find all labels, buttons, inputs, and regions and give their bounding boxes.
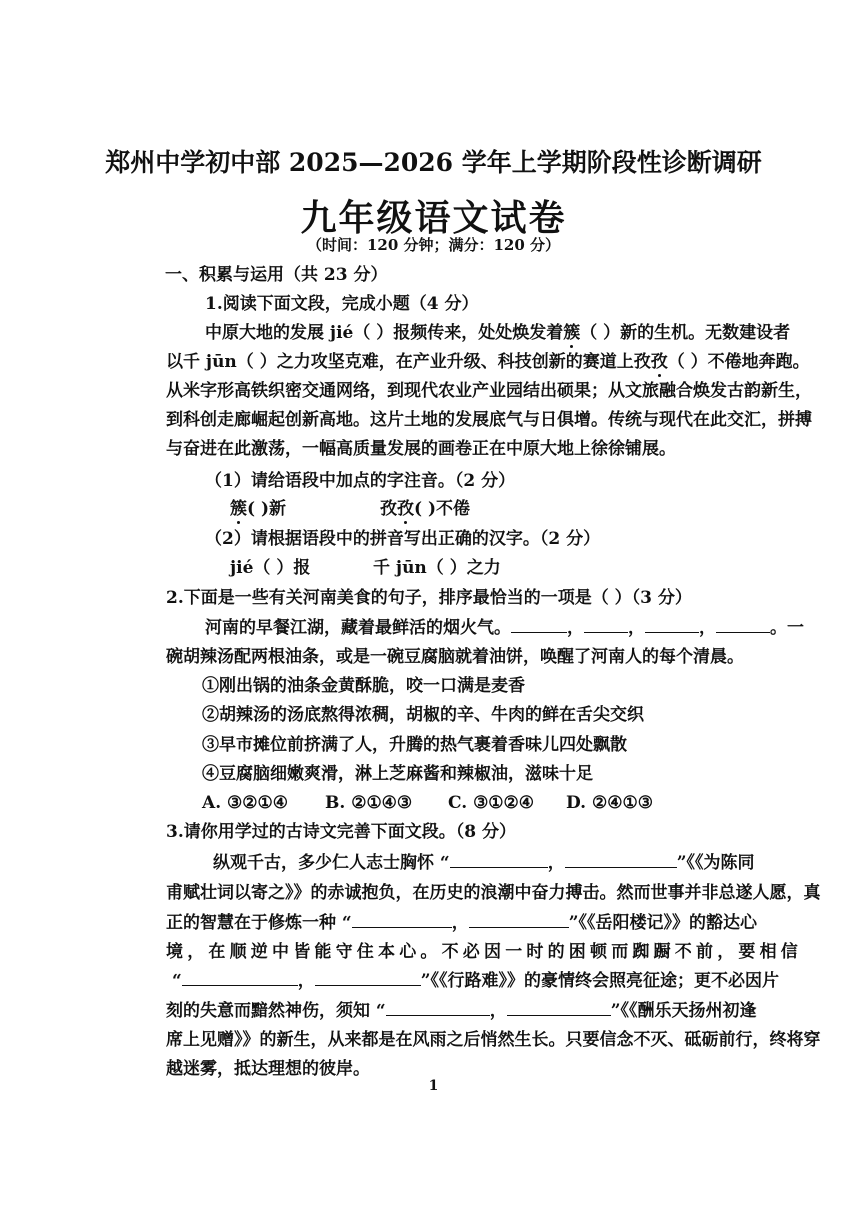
text-fragment: “ — [172, 971, 182, 991]
separator: ， — [567, 618, 584, 638]
section-heading: 一、积累与运用（共 23 分） — [165, 265, 388, 285]
q2-item: ③早市摊位前挤满了人，升腾的热气裹着香味儿四处飘散 — [202, 735, 627, 755]
answer-blank[interactable] — [716, 616, 770, 633]
text-fragment: ”《《为陈同 — [676, 853, 755, 873]
answer-blank[interactable] — [584, 616, 628, 633]
q3-paragraph-line: 越迷雾，抵达理想的彼岸。 — [166, 1059, 370, 1079]
answer-blank[interactable] — [450, 851, 548, 868]
answer-blank[interactable] — [352, 911, 452, 928]
q3-paragraph-line: 甫赋壮词以寄之》》的赤诚抱负，在历史的浪潮中奋力搏击。然而世事并非总遂人愿，真 — [166, 883, 821, 903]
q1-paragraph-line — [205, 321, 790, 345]
text-fragment: 。一 — [770, 618, 804, 638]
text-fragment: 以千 jūn（ ）之力攻坚克难，在产业升级、科技创新的赛道上孜 — [166, 352, 651, 372]
q1-heading: 1.阅读下面文段，完成小题（4 分） — [205, 294, 479, 314]
answer-blank[interactable] — [645, 616, 699, 633]
q1-sub1-answer-b — [380, 497, 470, 521]
q1-sub2-answer-a[interactable]: jié（ ）报 — [230, 558, 311, 578]
dotted-char: 簇 — [230, 499, 247, 519]
q2-option-a[interactable]: A. ③②①④ — [202, 793, 288, 813]
answer-blank[interactable] — [469, 911, 569, 928]
dotted-char: 孜 — [397, 499, 414, 519]
q2-paragraph-line — [205, 616, 804, 640]
q1-sub1-prompt: （1）请给语段中加点的字注音。（2 分） — [205, 471, 516, 491]
q1-sub2-answer-b[interactable]: 千 jūn（ ）之力 — [373, 558, 501, 578]
q1-paragraph-line: 到科创走廊崛起创新高地。这片土地的发展底气与日俱增。传统与现代在此交汇，拼搏 — [166, 410, 812, 430]
text-fragment: 刻的失意而黯然神伤，须知 “ — [166, 1001, 386, 1021]
text-fragment: ”《《岳阳楼记》》的豁达心 — [568, 913, 757, 933]
exam-header-title: 郑州中学初中部 2025—2026 学年上学期阶段性诊断调研 — [105, 148, 762, 177]
separator: ， — [628, 618, 645, 638]
separator: ， — [451, 913, 469, 933]
separator: ， — [547, 853, 565, 873]
text-fragment: 正的智慧在于修炼一种 “ — [166, 913, 352, 933]
q2-option-d[interactable]: D. ②④①③ — [566, 793, 653, 813]
q1-paragraph-line: 与奋进在此激荡，一幅高质量发展的画卷正在中原大地上徐徐铺展。 — [166, 439, 676, 459]
dotted-char: 孜 — [650, 352, 668, 372]
text-fragment: ”《《行路难》》的豪情终会照亮征途；更不必因片 — [420, 971, 780, 991]
answer-blank[interactable] — [511, 616, 567, 633]
text-fragment: 中原大地的发展 jié（ ）报频传来，处处焕发着 — [205, 323, 564, 343]
q3-paragraph-line — [166, 999, 756, 1023]
q3-paragraph-line — [166, 911, 757, 935]
q1-paragraph-line — [166, 350, 810, 374]
dotted-char: 簇 — [563, 323, 581, 343]
answer-blank[interactable] — [507, 999, 611, 1016]
q3-paragraph-line: 境，在顺逆中皆能守住本心。不必因一时的困顿而踟蹰不前，要相信 — [166, 942, 802, 962]
text-fragment: （ ）新的生机。无数建设者 — [580, 323, 791, 343]
text-fragment: （ ）不倦地奔跑。 — [667, 352, 810, 372]
q3-paragraph-line: 席上见赠》》的新生，从来都是在风雨之后悄然生长。只要信念不灭、砥砺前行，终将穿 — [166, 1030, 821, 1050]
q2-item: ①刚出锅的油条金黄酥脆，咬一口满是麦香 — [202, 676, 525, 696]
q2-paragraph-line: 碗胡辣汤配两根油条，或是一碗豆腐脑就着油饼，唤醒了河南人的每个清晨。 — [166, 647, 744, 667]
answer-blank[interactable] — [386, 999, 490, 1016]
answer-blank-text[interactable]: ( )新 — [247, 499, 287, 519]
answer-blank[interactable] — [182, 969, 298, 986]
text-fragment: 纵观千古，多少仁人志士胸怀 “ — [213, 853, 450, 873]
separator: ， — [489, 1001, 507, 1021]
q2-heading: 2.下面是一些有关河南美食的句子，排序最恰当的一项是（ ）（3 分） — [166, 588, 692, 608]
q2-item: ④豆腐脑细嫩爽滑，淋上芝麻酱和辣椒油，滋味十足 — [202, 764, 593, 784]
q2-option-b[interactable]: B. ②①④③ — [325, 793, 413, 813]
q3-paragraph-line — [213, 851, 754, 875]
time-score-info: （时间：120 分钟；满分：120 分） — [306, 236, 561, 254]
page-number: 1 — [428, 1078, 439, 1094]
exam-name: 九年级语文试卷 — [300, 197, 567, 239]
q3-paragraph-line — [172, 969, 779, 993]
q3-heading: 3.请你用学过的古诗文完善下面文段。（8 分） — [166, 822, 516, 842]
answer-blank[interactable] — [565, 851, 677, 868]
separator: ， — [699, 618, 716, 638]
q1-paragraph-line: 从米字形高铁织密交通网络，到现代农业产业园结出硕果；从文旅融合焕发古韵新生， — [166, 381, 812, 401]
separator: ， — [297, 971, 315, 991]
text-fragment: 孜 — [380, 499, 397, 519]
answer-blank-text[interactable]: ( )不倦 — [414, 499, 471, 519]
q1-sub2-prompt: （2）请根据语段中的拼音写出正确的汉字。（2 分） — [205, 529, 601, 549]
answer-blank[interactable] — [315, 969, 421, 986]
q2-option-c[interactable]: C. ③①②④ — [448, 793, 535, 813]
text-fragment: 河南的早餐江湖，藏着最鲜活的烟火气。 — [205, 618, 511, 638]
q1-sub1-answer-a — [230, 497, 286, 521]
text-fragment: ”《《酬乐天扬州初逢 — [610, 1001, 757, 1021]
q2-item: ②胡辣汤的汤底熬得浓稠，胡椒的辛、牛肉的鲜在舌尖交织 — [202, 705, 644, 725]
